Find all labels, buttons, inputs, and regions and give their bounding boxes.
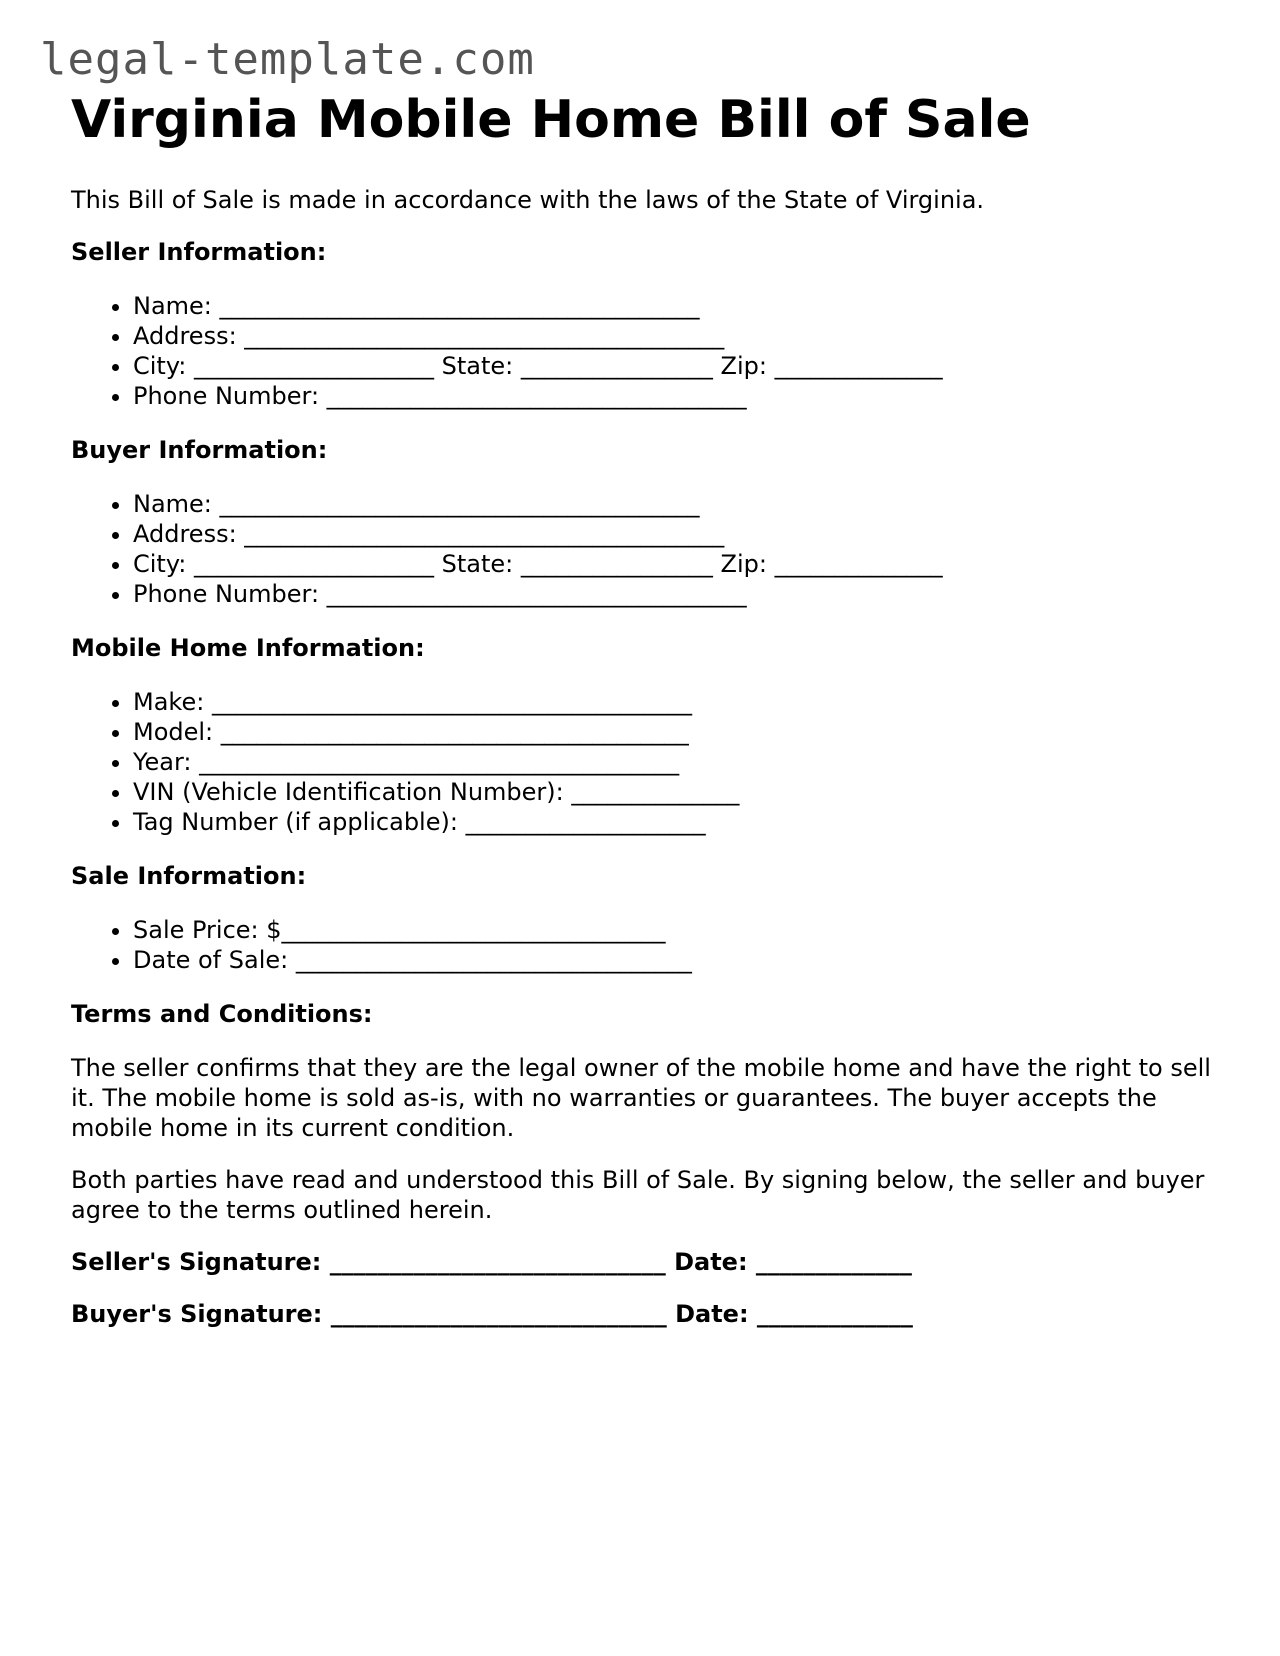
- seller-fields: [71, 291, 1231, 411]
- sale-fields: [71, 915, 1231, 975]
- buyer-phone-field: • Phone Number: ___________________________________: [133, 579, 1231, 609]
- agreement-paragraph: Both parties have read and understood this Bill of Sale. By signing below, the seller and buyer agree to the terms outlined herein.: [71, 1166, 1205, 1225]
- terms-heading: Terms and Conditions:: [71, 1000, 373, 1029]
- buyer-city-state-zip-field: • City: ____________________ State: ________________ Zip: ______________: [133, 549, 1231, 579]
- seller-name-field: • Name: ________________________________________: [133, 291, 1231, 321]
- buyer-name-field: • Name: ________________________________________: [133, 489, 1231, 519]
- buyer-heading: Buyer Information:: [71, 436, 328, 465]
- date-of-sale-field: • Date of Sale: _________________________________: [133, 945, 1231, 975]
- watermark: legal-template.com: [40, 34, 535, 85]
- sale-heading: Sale Information:: [71, 862, 307, 891]
- vin-field: • VIN (Vehicle Identification Number): ______________: [133, 777, 1231, 807]
- mobile-home-heading: Mobile Home Information:: [71, 634, 425, 663]
- intro-text: This Bill of Sale is made in accordance with the laws of the State of Virginia.: [71, 186, 985, 215]
- sale-price-field: • Sale Price: $________________________________: [133, 915, 1231, 945]
- seller-heading: Seller Information:: [71, 238, 327, 267]
- document-title: Virginia Mobile Home Bill of Sale: [71, 90, 1031, 150]
- terms-paragraph: The seller confirms that they are the legal owner of the mobile home and have the right to sell it. The mobile home is sold as-is, with no warranties or guarantees. The buyer accepts the mobile home in its current condition.: [71, 1054, 1211, 1143]
- buyer-signature-line: Buyer's Signature: ____________________________ Date: _____________: [71, 1300, 913, 1329]
- seller-signature-line: Seller's Signature: ____________________________ Date: _____________: [71, 1248, 912, 1277]
- buyer-fields: [71, 489, 1231, 609]
- year-field: • Year: ________________________________________: [133, 747, 1231, 777]
- seller-city-state-zip-field: • City: ____________________ State: ________________ Zip: ______________: [133, 351, 1231, 381]
- model-field: • Model: _______________________________________: [133, 717, 1231, 747]
- tag-number-field: • Tag Number (if applicable): ____________________: [133, 807, 1231, 837]
- seller-address-field: • Address: ________________________________________: [133, 321, 1231, 351]
- make-field: • Make: ________________________________________: [133, 687, 1231, 717]
- seller-phone-field: • Phone Number: ___________________________________: [133, 381, 1231, 411]
- buyer-address-field: • Address: ________________________________________: [133, 519, 1231, 549]
- mobile-home-fields: [71, 687, 1231, 837]
- document-page: [71, 92, 1231, 1351]
